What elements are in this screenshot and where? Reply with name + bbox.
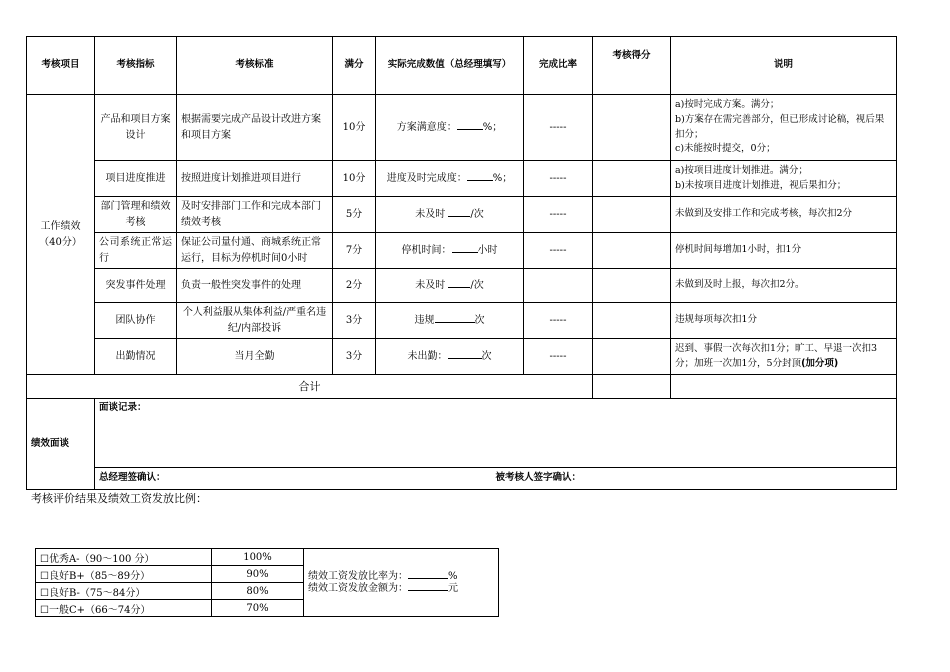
table-row — [27, 339, 897, 375]
ratio-cell: ----- — [524, 161, 593, 197]
actual-cell[interactable] — [376, 339, 524, 375]
standard-cell: 按照进度计划推进项目进行 — [177, 161, 333, 197]
assessed-score-cell[interactable] — [593, 303, 671, 339]
table-row — [27, 95, 897, 161]
category-cell — [27, 95, 95, 375]
notes-cell: 未做到及安排工作和完成考核，每次扣2分 — [671, 197, 897, 233]
note-line: 迟到、事假一次每次扣1分；旷工、早退一次扣3分；加班一次加1分，5分封顶 — [675, 342, 878, 369]
header-assessed-score: 考核得分 — [593, 37, 671, 95]
assessed-score-cell[interactable] — [593, 233, 671, 269]
header-notes: 说明 — [671, 37, 897, 95]
grade-pct: 80% — [212, 583, 304, 600]
note-line: b)方案存在需完善部分，但已形成讨论稿，视后果扣分； — [675, 113, 885, 140]
standard-cell: 负责一般性突发事件的处理 — [177, 269, 333, 303]
indicator-cell: 突发事件处理 — [95, 269, 177, 303]
grade-pct: 70% — [212, 600, 304, 617]
actual-unit: 次 — [474, 314, 485, 326]
score-cell: 7分 — [333, 233, 376, 269]
indicator-cell: 团队协作 — [95, 303, 177, 339]
header-score: 满分 — [333, 37, 376, 95]
grades-caption: 考核评价结果及绩效工资发放比例： — [31, 492, 207, 505]
score-cell: 3分 — [333, 303, 376, 339]
score-cell: 10分 — [333, 161, 376, 197]
indicator-cell: 部门管理和绩效考核 — [95, 197, 177, 233]
note-line: a)按项目进度计划推进。满分； — [675, 164, 808, 176]
score-cell: 2分 — [333, 269, 376, 303]
header-ratio: 完成比率 — [524, 37, 593, 95]
indicator-cell: 产品和项目方案设计 — [95, 95, 177, 161]
assessed-score-cell[interactable] — [593, 197, 671, 233]
score-cell: 5分 — [333, 197, 376, 233]
total-row — [27, 375, 897, 399]
fill-blank[interactable] — [448, 287, 470, 288]
header-actual: 实际完成数值（总经理填写） — [376, 37, 524, 95]
actual-unit: %； — [482, 121, 503, 133]
header-standard: 考核标准 — [177, 37, 333, 95]
ratio-cell: ----- — [524, 233, 593, 269]
salary-notes — [304, 549, 499, 617]
total-score-cell[interactable] — [593, 375, 671, 399]
salary-amount-label: 绩效工资发放金额为： — [308, 582, 408, 594]
actual-unit: 小时 — [477, 244, 498, 256]
actual-cell[interactable] — [376, 269, 524, 303]
fill-blank[interactable] — [448, 216, 470, 217]
notes-cell — [671, 161, 897, 197]
table-row — [27, 161, 897, 197]
salary-amount — [308, 583, 494, 595]
standard-cell: 保证公司量付通、商城系统正常运行，目标为停机时间0小时 — [177, 233, 333, 269]
assessed-score-cell[interactable] — [593, 95, 671, 161]
actual-cell[interactable] — [376, 197, 524, 233]
salary-ratio-label: 绩效工资发放比率为： — [308, 570, 408, 582]
fill-blank[interactable] — [467, 180, 493, 181]
standard-cell: 根据需要完成产品设计改进方案和项目方案 — [177, 95, 333, 161]
notes-cell — [671, 95, 897, 161]
salary-amount-blank[interactable] — [408, 590, 448, 591]
actual-cell[interactable] — [376, 303, 524, 339]
actual-cell[interactable] — [376, 95, 524, 161]
employee-signature[interactable] — [376, 468, 897, 490]
header-item: 考核项目 — [27, 37, 95, 95]
fill-blank[interactable] — [452, 252, 478, 253]
interview-record[interactable] — [95, 399, 897, 468]
assessed-score-cell[interactable] — [593, 339, 671, 375]
grade-pct: 90% — [212, 566, 304, 583]
table-row — [27, 233, 897, 269]
table-row — [27, 269, 897, 303]
actual-cell[interactable] — [376, 161, 524, 197]
category-weight: （40分） — [39, 236, 82, 248]
interview-record-label: 面谈记录： — [99, 402, 147, 413]
ratio-cell — [524, 269, 593, 303]
category-name: 工作绩效 — [40, 221, 81, 232]
ratio-cell: ----- — [524, 303, 593, 339]
standard-cell: 及时安排部门工作和完成本部门绩效考核 — [177, 197, 333, 233]
actual-label: 方案满意度： — [396, 121, 457, 133]
actual-unit: /次 — [470, 279, 484, 291]
note-line: c)未能按时提交，0分； — [675, 143, 776, 155]
salary-ratio — [308, 571, 494, 583]
grade-row — [36, 549, 499, 566]
notes-cell: 未做到及时上报，每次扣2分。 — [671, 269, 897, 303]
signature-row — [27, 468, 897, 490]
indicator-cell: 出勤情况 — [95, 339, 177, 375]
notes-cell: 违规每项每次扣1分 — [671, 303, 897, 339]
salary-ratio-unit: % — [448, 570, 458, 582]
notes-cell — [671, 339, 897, 375]
header-indicator: 考核指标 — [95, 37, 177, 95]
actual-unit: %； — [492, 172, 513, 184]
ratio-cell: ----- — [524, 197, 593, 233]
grade-option[interactable]: ☐优秀A-（90～100 分） — [36, 549, 212, 566]
note-line: b)未按项目进度计划推进，视后果扣分； — [675, 179, 847, 191]
note-line: a)按时完成方案。满分； — [675, 99, 780, 111]
bonus-label: (加分项) — [801, 357, 839, 369]
ratio-cell: ----- — [524, 339, 593, 375]
interview-record-row — [27, 399, 897, 468]
grade-option[interactable]: ☐良好B+（85～89分） — [36, 566, 212, 583]
grade-option[interactable]: ☐良好B-（75～84分） — [36, 583, 212, 600]
actual-label: 未及时 — [415, 208, 446, 220]
total-notes-cell — [671, 375, 897, 399]
salary-ratio-blank[interactable] — [408, 578, 448, 579]
assessed-score-cell[interactable] — [593, 269, 671, 303]
fill-blank[interactable] — [435, 322, 475, 323]
table-row — [27, 197, 897, 233]
gm-signature-label: 总经理签确认： — [99, 472, 166, 484]
total-label: 合计 — [27, 375, 593, 399]
employee-signature-label: 被考核人签字确认： — [495, 472, 582, 484]
grade-option[interactable]: ☐一般C+（66～74分） — [36, 600, 212, 617]
actual-label: 未出勤： — [407, 350, 448, 362]
assessment-table — [26, 36, 897, 490]
actual-label: 进度及时完成度： — [386, 172, 467, 184]
table-row — [27, 303, 897, 339]
actual-cell[interactable] — [376, 233, 524, 269]
grade-pct: 100% — [212, 549, 304, 566]
header-row — [27, 37, 897, 95]
salary-amount-unit: 元 — [448, 582, 458, 594]
actual-label: 未及时 — [415, 279, 446, 291]
actual-unit: 次 — [481, 350, 492, 362]
standard-cell: 个人利益服从集体利益/严重名违纪/内部投诉 — [177, 303, 333, 339]
actual-unit: /次 — [470, 208, 484, 220]
notes-cell: 停机时间每增加1小时，扣1分 — [671, 233, 897, 269]
indicator-cell: 项目进度推进 — [95, 161, 177, 197]
standard-cell: 当月全勤 — [177, 339, 333, 375]
ratio-cell: ----- — [524, 95, 593, 161]
assessed-score-cell[interactable] — [593, 161, 671, 197]
indicator-cell: 公司系统正常运行 — [95, 233, 177, 269]
actual-label: 违规 — [414, 314, 435, 326]
grade-table — [35, 548, 499, 617]
interview-label: 绩效面谈 — [27, 399, 95, 490]
score-cell: 3分 — [333, 339, 376, 375]
actual-label: 停机时间： — [401, 244, 452, 256]
gm-signature[interactable] — [95, 468, 376, 490]
fill-blank[interactable] — [448, 358, 482, 359]
fill-blank[interactable] — [457, 129, 483, 130]
score-cell: 10分 — [333, 95, 376, 161]
